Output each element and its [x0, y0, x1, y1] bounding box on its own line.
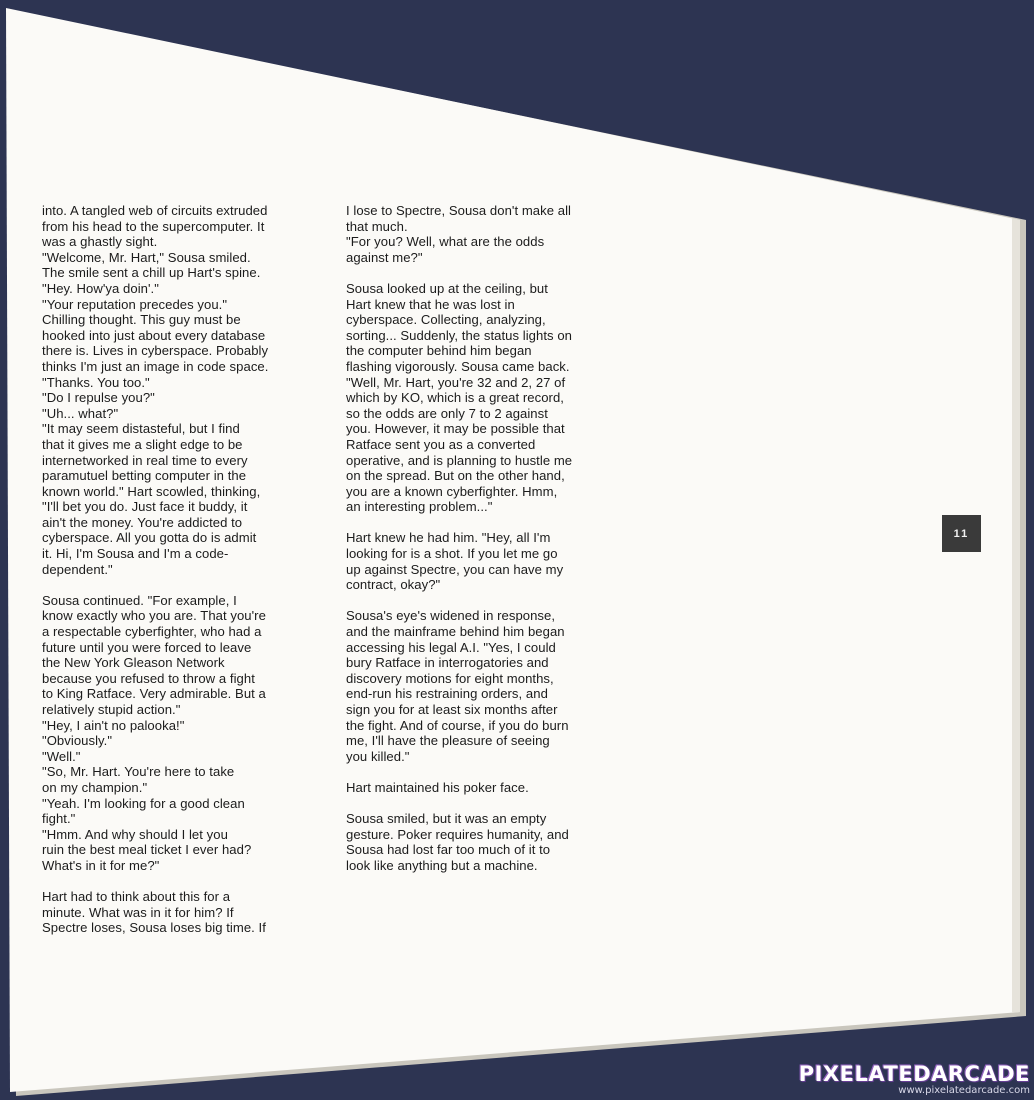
watermark-url: www.pixelatedarcade.com [898, 1085, 1030, 1096]
paragraph: "Your reputation precedes you." Chilling thought. This guy must be hooked into just about every database there is. Lives in cyberspace. Probably thinks I'm just an image in code space. [42, 296, 269, 374]
watermark [799, 1063, 1030, 1096]
paragraph: Sousa smiled, but it was an empty gesture. Poker requires humanity, and Sousa had lost far too much of it to look like anything but a machine. [346, 811, 569, 873]
paragraph: "Thanks. You too." [42, 374, 150, 390]
watermark-logo: PIXELATEDARCADE [798, 1062, 1030, 1086]
paragraph: "Hey. How'ya doin'." [42, 280, 159, 296]
page-number-badge: 11 [942, 515, 981, 552]
paragraph: Sousa's eye's widened in response, and the mainframe behind him began accessing his legal A.I. "Yes, I could bury Ratface in interrogatories and discovery motions for eight months, end-run his restraining orders, and sign you for at least six months after the fight. And of course, if you do burn me, I'll have the pleasure of seeing you killed." [346, 608, 569, 764]
paragraph: "Hmm. And why should I let you ruin the best meal ticket I ever had? What's in it for me?" [42, 826, 252, 873]
right-text-column [346, 203, 630, 874]
paragraph: Hart maintained his poker face. [346, 779, 529, 795]
paragraph: "Uh... what?" [42, 405, 119, 421]
paragraph: "Hey, I ain't no palooka!" [42, 717, 185, 733]
paragraph: I lose to Spectre, Sousa don't make all that much. [346, 203, 571, 234]
paragraph: Sousa looked up at the ceiling, but Hart knew that he was lost in cyberspace. Collecting, analyzing, sorting... Suddenly, the status lights on the computer behind him began flashing vigorously. Sousa came back. "Well, Mr. Hart, you're 32 and 2, 27 of which by KO, which is a great record, so the odds are only 7 to 2 against you. However, it may be possible that Ratface sent you as a converted operative, and is planning to hustle me on the spread. But on the other hand, you are a known cyberfighter. Hmm, an interesting problem..." [346, 280, 573, 515]
paragraph: "Obviously." [42, 733, 113, 749]
paragraph: "Well." [42, 748, 81, 764]
paragraph: Hart knew he had him. "Hey, all I'm looking for is a shot. If you let me go up against Spectre, you can have my contract, okay?" [346, 530, 564, 593]
paragraph: into. A tangled web of circuits extruded from his head to the supercomputer. It was a ghastly sight. [42, 203, 268, 250]
paragraph: "It may seem distasteful, but I find that it gives me a slight edge to be internetworked in real time to every paramutuel betting computer in the known world." Hart scowled, thinking, "I'll bet you do. Just face it buddy, it ain't the money. You're addicted to cyberspace. All you gotta do is admit it. Hi, I'm Sousa and I'm a code- dependent." [42, 421, 261, 577]
paragraph: "For you? Well, what are the odds against me?" [346, 234, 545, 265]
paragraph: "Yeah. I'm looking for a good clean fight." [42, 795, 245, 827]
paragraph: "Welcome, Mr. Hart," Sousa smiled. The smile sent a chill up Hart's spine. [42, 249, 261, 281]
paragraph: Sousa continued. "For example, I know exactly who you are. That you're a respectable cyberfighter, who had a future until you were forced to leave the New York Gleason Network because you refused to throw a fight to King Ratface. Very admirable. But a relatively stupid action." [42, 592, 266, 717]
paragraph: "Do I repulse you?" [42, 390, 155, 406]
left-text-column [42, 203, 326, 936]
paragraph: Hart had to think about this for a minute. What was in it for him? If Spectre loses, Sousa loses big time. If [42, 889, 266, 936]
paragraph: "So, Mr. Hart. You're here to take on my champion." [42, 764, 235, 795]
